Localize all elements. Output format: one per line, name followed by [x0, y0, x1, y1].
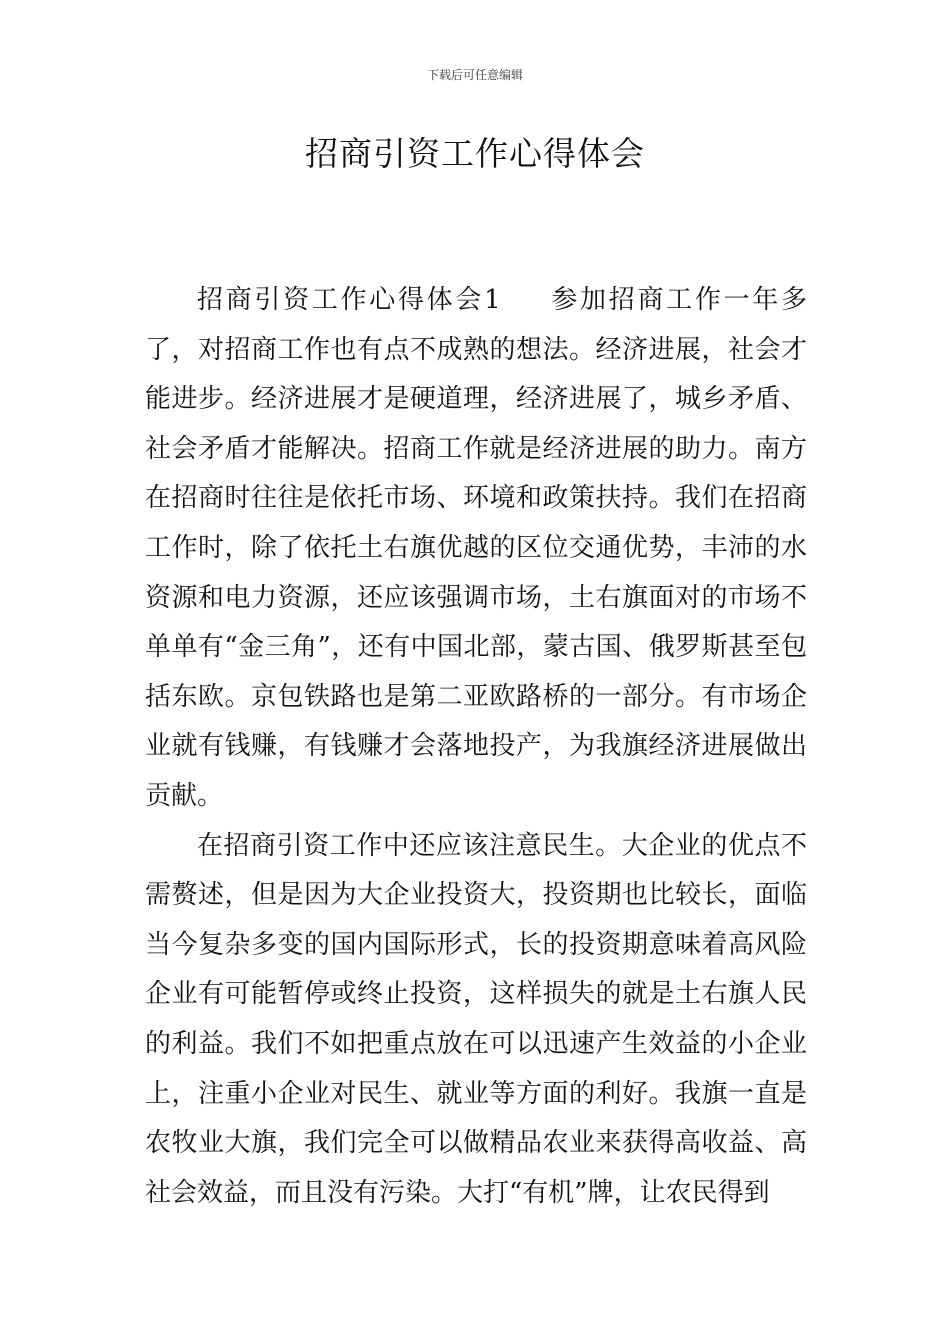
header-note: 下载后可任意编辑 [426, 68, 523, 82]
paragraph-text: 在招商引资工作中还应该注意民生。大企业的优点不需赘述，但是因为大企业投资大，投资期也比较长，面临当今复杂多变的国内国际形式，长的投资期意味着高风险企业有可能暂停或终止投资，这样损失的就是土右旗人民的利益。我们不如把重点放在可以迅速产生效益的小企业上，注重小企业对民生、就业等方面的利好。我旗一直是农牧业大旗，我们完全可以做精品农业来获得高收益、高社会效益，而且没有污染。大打“有机”牌，让农民得到 [145, 830, 807, 1208]
paragraph-lead-in: 招商引资工作心得体会1 [197, 285, 501, 315]
document-title: 招商引资工作心得体会 [305, 134, 645, 173]
document-body [145, 276, 807, 1218]
paragraph-2 [145, 822, 807, 1219]
paragraph-1 [145, 276, 807, 822]
paragraph-text: 参加招商工作一年多了，对招商工作也有点不成熟的想法。经济进展，社会才能进步。经济进展才是硬道理，经济进展了，城乡矛盾、社会矛盾才能解决。招商工作就是经济进展的助力。南方在招商时往往是依托市场、环境和政策扶持。我们在招商工作时，除了依托土右旗优越的区位交通优势，丰沛的水资源和电力资源，还应该强调市场，土右旗面对的市场不单单有“金三角”，还有中国北部，蒙古国、俄罗斯甚至包括东欧。京包铁路也是第二亚欧路桥的一部分。有市场企业就有钱赚，有钱赚才会落地投产，为我旗经济进展做出贡献。 [145, 285, 807, 811]
